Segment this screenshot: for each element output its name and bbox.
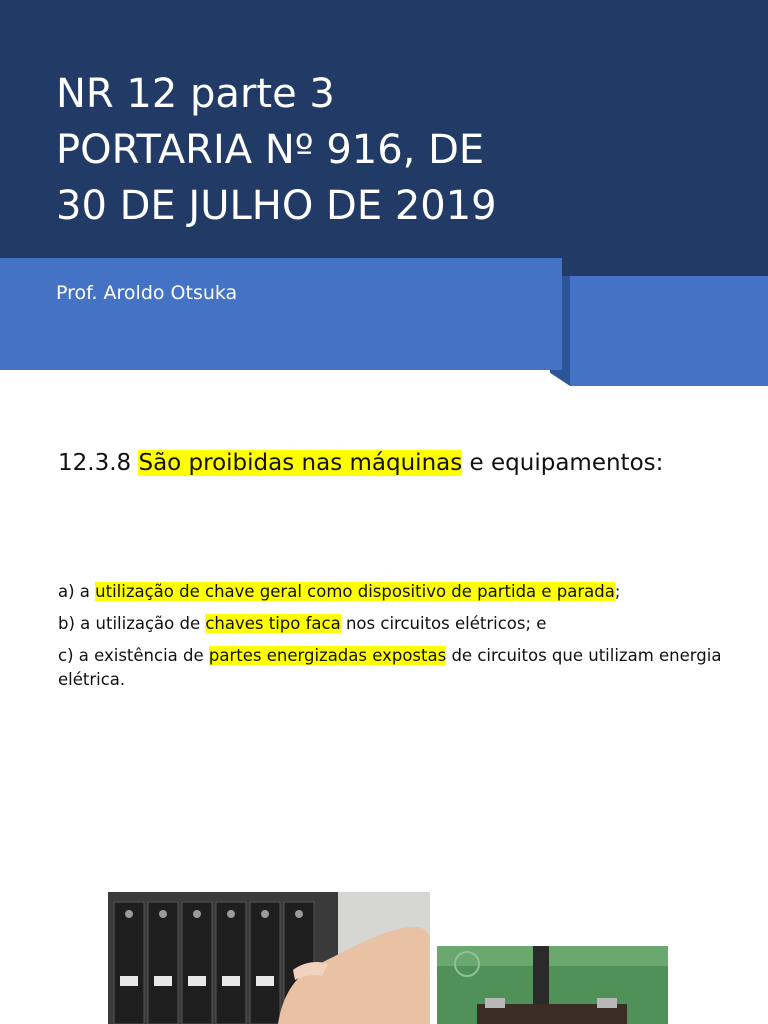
item-highlight: utilização de chave geral como dispositivo de partida e parada bbox=[95, 582, 615, 601]
list-item bbox=[58, 644, 738, 692]
band-right bbox=[570, 276, 768, 386]
list-item bbox=[58, 612, 738, 636]
page-title: NR 12 parte 3 PORTARIA Nº 916, DE 30 DE JULHO DE 2019 bbox=[56, 71, 497, 229]
item-suffix: ; bbox=[614, 582, 621, 601]
item-highlight: chaves tipo faca bbox=[205, 614, 341, 633]
circuit-breaker-panel-photo bbox=[108, 892, 430, 1024]
subtitle-band bbox=[0, 258, 562, 370]
section-highlight: São proibidas nas máquinas bbox=[138, 450, 463, 476]
item-prefix: c) a existência de bbox=[58, 646, 209, 665]
item-prefix: a) a bbox=[58, 582, 96, 601]
item-suffix: de circuitos que utilizam energia elétrica. bbox=[58, 646, 722, 689]
item-prefix: b) a utilização de bbox=[58, 614, 206, 633]
item-highlight: partes energizadas expostas bbox=[208, 646, 447, 665]
list-item bbox=[58, 580, 738, 604]
item-suffix: nos circuitos elétricos; e bbox=[340, 614, 547, 633]
section-number: 12.3.8 bbox=[58, 450, 132, 476]
knife-switch-photo bbox=[437, 946, 668, 1024]
section-rest: e equipamentos: bbox=[462, 450, 664, 476]
author-subtitle: Prof. Aroldo Otsuka bbox=[56, 282, 238, 304]
prohibition-list bbox=[58, 580, 738, 700]
section-heading bbox=[58, 446, 718, 480]
